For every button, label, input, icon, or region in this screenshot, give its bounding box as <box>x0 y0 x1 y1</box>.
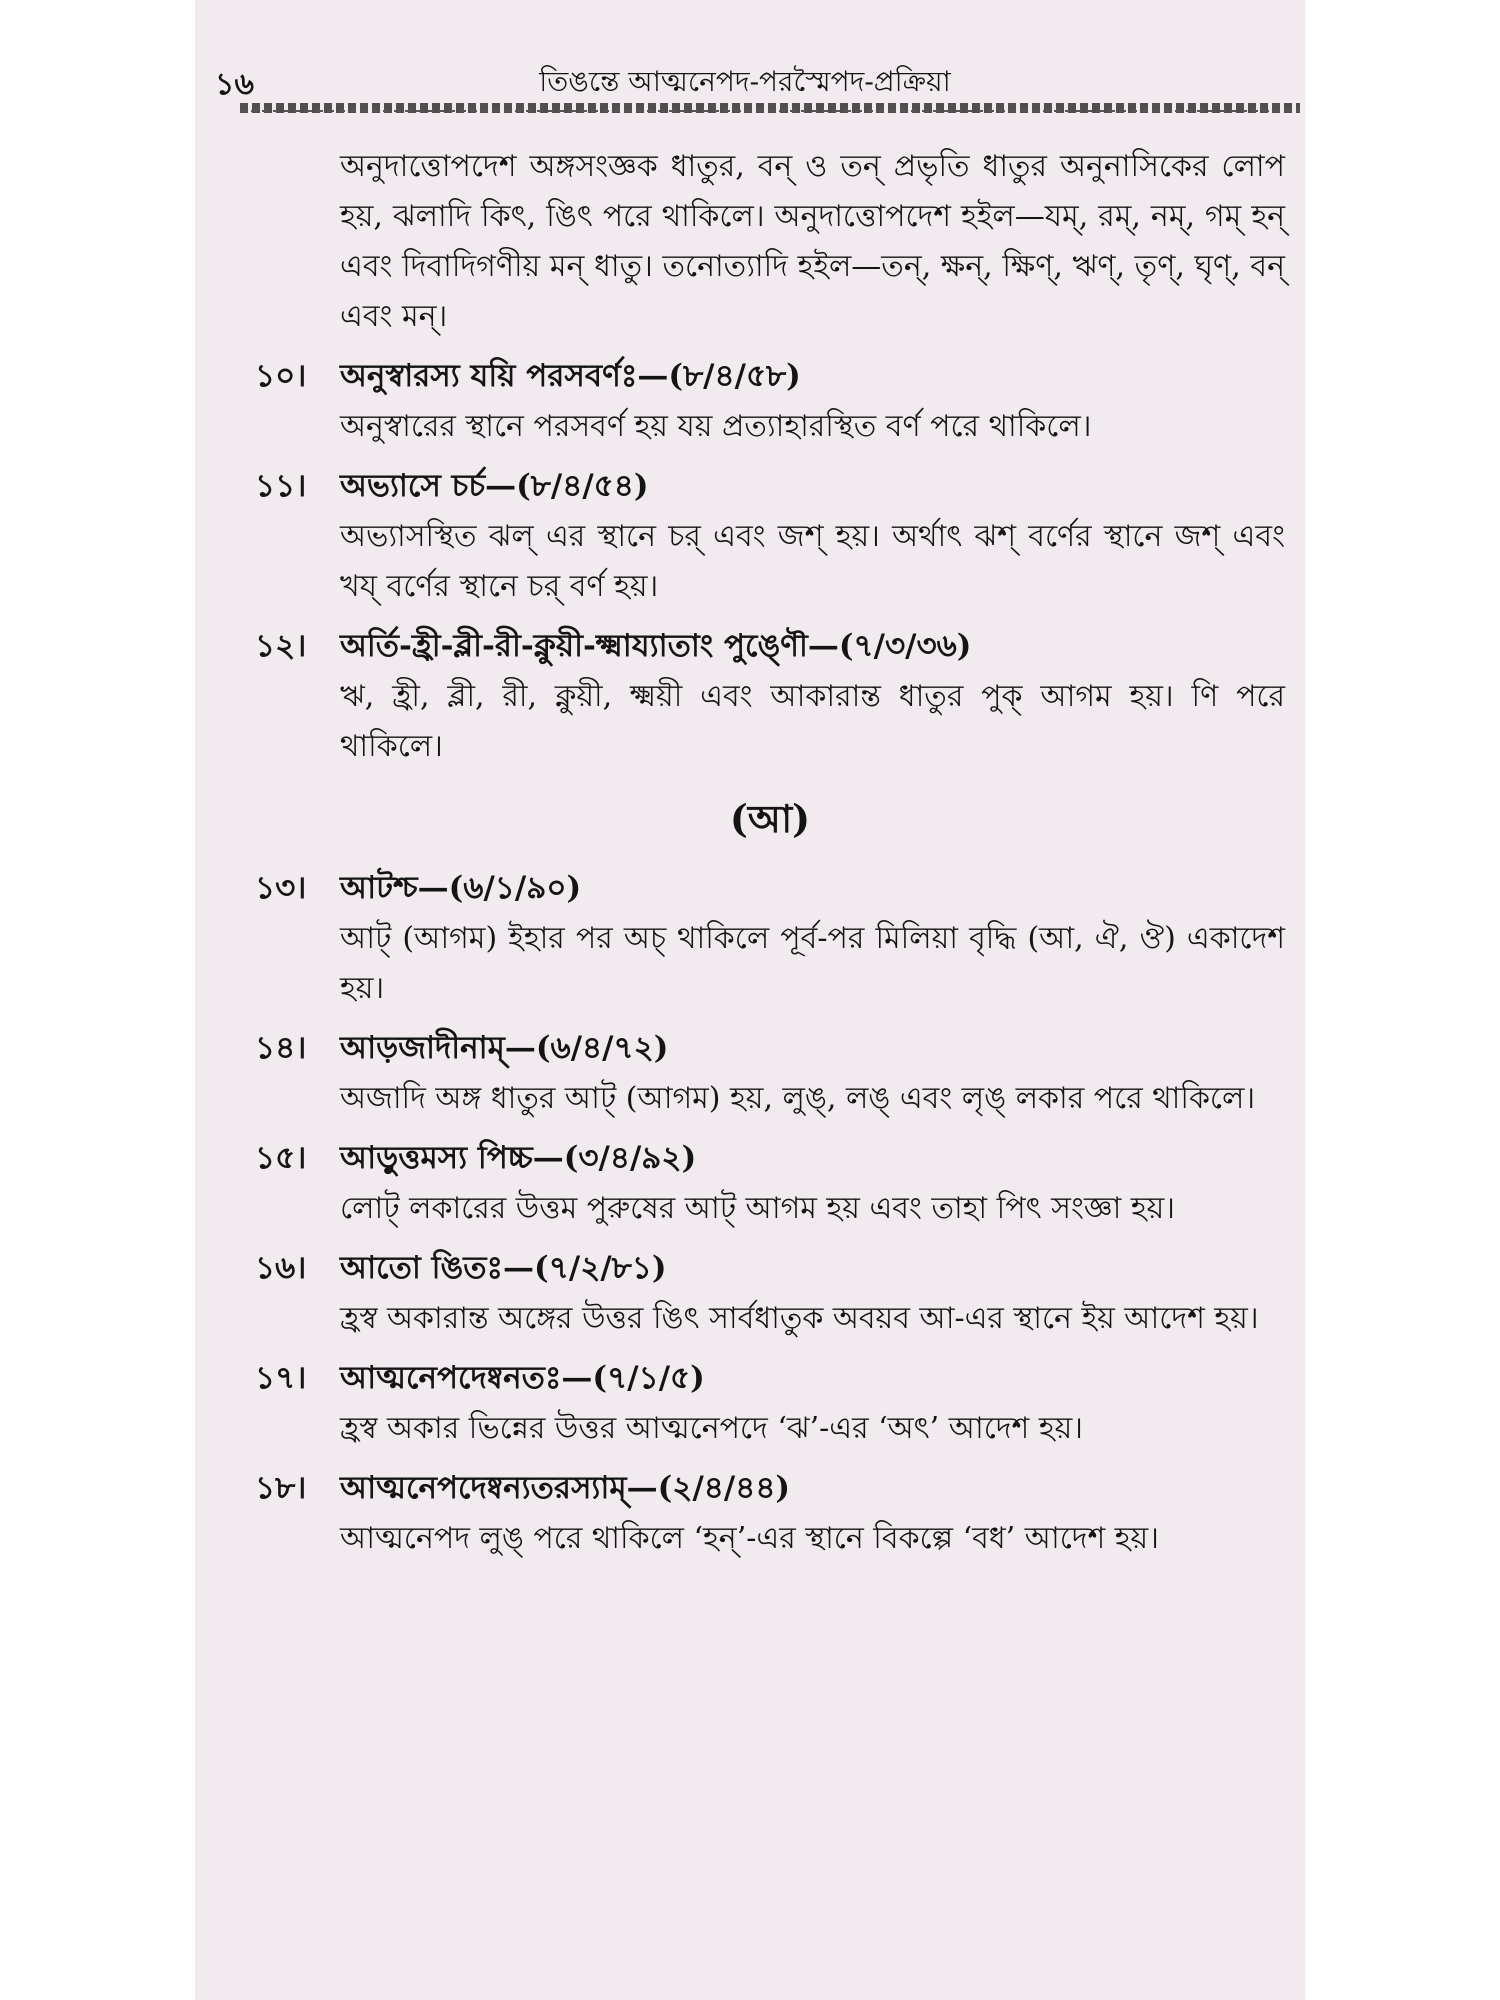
rule-number: ১৫। <box>255 1140 307 1176</box>
rule-text-15: লোট্ লকারের উত্তম পুরুষের আট্ আগম হয় এবং তাহা পিৎ সংজ্ঞা হয়। <box>340 1191 1176 1226</box>
rule-heading-11 <box>255 460 1285 512</box>
page-content <box>255 142 1285 1564</box>
rule-heading-17 <box>255 1352 1285 1404</box>
rule-number: ১৭। <box>255 1360 307 1396</box>
rule-heading-10 <box>255 350 1285 402</box>
rule-number: ১০। <box>255 358 307 394</box>
rule-number: ১৪। <box>255 1030 307 1066</box>
book-page <box>195 0 1305 2000</box>
rule-text-18: আত্মনেপদ লুঙ্ পরে থাকিলে ‘হন্’-এর স্থানে বিকল্পে ‘বধ’ আদেশ হয়। <box>340 1521 1159 1556</box>
rule-number: ১১। <box>255 468 307 504</box>
rule-number: ১২। <box>255 628 307 664</box>
rule-number: ১৬। <box>255 1250 307 1286</box>
rule-title: আত্মনেপদেষ্বন্যতরস্যাম্—(২/৪/৪৪) <box>340 1470 791 1506</box>
rule-heading-12 <box>255 620 1285 672</box>
rule-heading-14 <box>255 1022 1285 1074</box>
rule-text-11: অভ্যাসস্থিত ঝল্ এর স্থানে চর্ এবং জশ্ হয়। অর্থাৎ ঝশ্ বর্ণের স্থানে জশ্ এবং খয্ বর্ণের স্থানে চর্ বর্ণ হয়। <box>340 519 1285 604</box>
rule-title: আত্মনেপদেষ্বনতঃ—(৭/১/৫) <box>340 1360 705 1396</box>
page-number: ১৬ <box>215 67 254 102</box>
rule-title: আটশ্চ—(৬/১/৯০) <box>340 870 582 906</box>
header-rule-lower <box>240 110 1300 112</box>
rule-title: অভ্যাসে চর্চ—(৮/৪/৫৪) <box>340 468 649 504</box>
rule-title: আড়ুত্তমস্য পিচ্চ—(৩/৪/৯২) <box>340 1140 697 1176</box>
page-header <box>195 50 1305 110</box>
rule-text-17: হ্রস্ব অকার ভিন্নের উত্তর আত্মনেপদে ‘ঝ’-এর ‘অৎ’ আদেশ হয়। <box>340 1411 1083 1446</box>
rule-text-14: অজাদি অঙ্গ ধাতুর আট্ (আগম) হয়, লুঙ্, লঙ্ এবং লৃঙ্ লকার পরে থাকিলে। <box>340 1081 1256 1116</box>
intro-paragraph: অনুদাত্তোপদেশ অঙ্গসংজ্ঞক ধাতুর, বন্ ও তন্ প্রভৃতি ধাতুর অনুনাসিকের লোপ হয়, ঝলাদি কিৎ, ঙিৎ পরে থাকিলে। অনুদাত্তোপদেশ হইল—যম্, রম্, নম্, গম্ হন্ এবং দিবাদিগণীয় মন্ ধাতু। তনোত্যাদি হইল—তন্, ক্ষন্, ক্ষিণ্, ঋণ্, তৃণ্, ঘৃণ্, বন্ এবং মন্। <box>340 149 1285 334</box>
rule-text-13: আট্ (আগম) ইহার পর অচ্ থাকিলে পূর্ব-পর মিলিয়া বৃদ্ধি (আ, ঐ, ঔ) একাদেশ হয়। <box>340 921 1285 1006</box>
running-title: তিঙন্তে আত্মনেপদ-পরস্মৈপদ-প্রক্রিয়া <box>539 65 951 98</box>
rule-text-10: অনুস্বারের স্থানে পরসবর্ণ হয় যয় প্রত্যাহারস্থিত বর্ণ পরে থাকিলে। <box>340 409 1092 444</box>
rule-number: ১৮। <box>255 1470 307 1506</box>
rule-text-16: হ্রস্ব অকারান্ত অঙ্গের উত্তর ঙিৎ সার্বধাতুক অবয়ব আ-এর স্থানে ইয় আদেশ হয়। <box>340 1301 1259 1336</box>
rule-heading-18 <box>255 1462 1285 1514</box>
rule-title: আড়জাদীনাম্—(৬/৪/৭২) <box>340 1030 669 1066</box>
rule-heading-16 <box>255 1242 1285 1294</box>
rule-title: অনুস্বারস্য যয়ি পরসবর্ণঃ—(৮/৪/৫৮) <box>340 358 801 394</box>
rule-number: ১৩। <box>255 870 307 906</box>
rule-title: অর্তি-হ্রী-ব্লী-রী-ক্নুয়ী-ক্ষ্মায্যাতাং পুঙ্ণৌ—(৭/৩/৩৬) <box>340 628 972 664</box>
rule-title: আতো ঙিতঃ—(৭/২/৮১) <box>340 1250 667 1286</box>
rule-heading-13 <box>255 862 1285 914</box>
rule-text-12: ঋ, হ্রী, ব্লী, রী, ক্নুয়ী, ক্ষ্ময়ী এবং আকারান্ত ধাতুর পুক্ আগম হয়। ণি পরে থাকিলে। <box>340 679 1285 764</box>
section-heading: (আ) <box>729 796 811 841</box>
rule-heading-15 <box>255 1132 1285 1184</box>
